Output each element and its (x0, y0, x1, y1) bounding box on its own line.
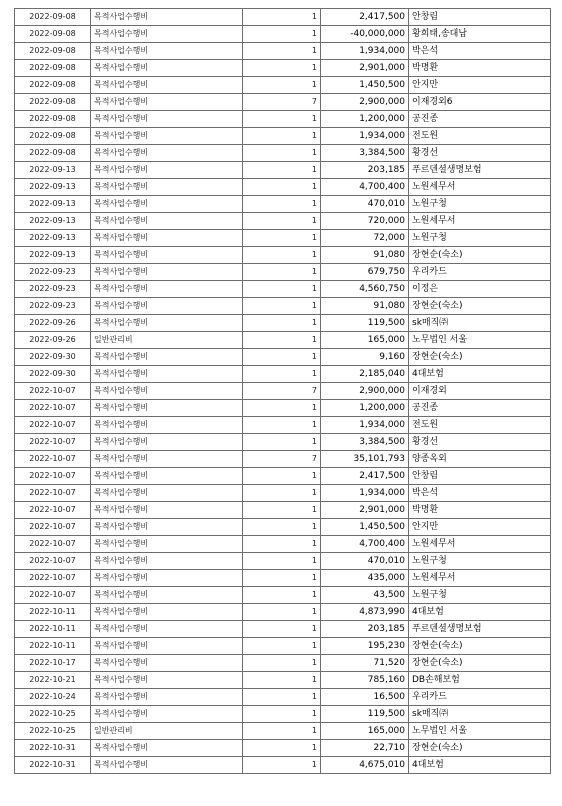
quantity-cell: 1 (243, 536, 321, 553)
amount-cell: 203,185 (321, 621, 409, 638)
quantity-cell: 1 (243, 672, 321, 689)
table-row (15, 400, 551, 417)
date-cell: 2022-09-26 (15, 332, 91, 349)
amount-cell: 91,080 (321, 298, 409, 315)
payee-cell: 노원구청 (409, 553, 551, 570)
amount-cell: 35,101,793 (321, 451, 409, 468)
date-cell: 2022-09-08 (15, 128, 91, 145)
quantity-cell: 1 (243, 689, 321, 706)
table-row (15, 655, 551, 672)
category-cell: 목적사업수행비 (91, 485, 243, 502)
category-cell: 목적사업수행비 (91, 400, 243, 417)
amount-cell: 91,080 (321, 247, 409, 264)
category-cell: 목적사업수행비 (91, 247, 243, 264)
payee-cell: 노무법인 서울 (409, 723, 551, 740)
category-cell: 목적사업수행비 (91, 179, 243, 196)
date-cell: 2022-10-07 (15, 451, 91, 468)
table-row (15, 162, 551, 179)
payee-cell: 노원세무서 (409, 213, 551, 230)
table-row (15, 145, 551, 162)
category-cell: 목적사업수행비 (91, 60, 243, 77)
payee-cell: sk매직㈜ (409, 706, 551, 723)
amount-cell: 1,450,500 (321, 519, 409, 536)
date-cell: 2022-10-25 (15, 723, 91, 740)
payee-cell: 박명환 (409, 60, 551, 77)
date-cell: 2022-09-23 (15, 264, 91, 281)
date-cell: 2022-10-07 (15, 502, 91, 519)
date-cell: 2022-10-07 (15, 570, 91, 587)
date-cell: 2022-09-08 (15, 60, 91, 77)
date-cell: 2022-10-07 (15, 485, 91, 502)
quantity-cell: 1 (243, 757, 321, 774)
table-row (15, 434, 551, 451)
amount-cell: 1,934,000 (321, 485, 409, 502)
quantity-cell: 1 (243, 587, 321, 604)
quantity-cell: 1 (243, 315, 321, 332)
table-row (15, 621, 551, 638)
table-row (15, 553, 551, 570)
table-row (15, 638, 551, 655)
quantity-cell: 1 (243, 621, 321, 638)
table-row (15, 587, 551, 604)
table-row (15, 264, 551, 281)
category-cell: 목적사업수행비 (91, 553, 243, 570)
category-cell: 목적사업수행비 (91, 706, 243, 723)
category-cell: 목적사업수행비 (91, 468, 243, 485)
date-cell: 2022-10-11 (15, 638, 91, 655)
date-cell: 2022-10-24 (15, 689, 91, 706)
table-row (15, 298, 551, 315)
date-cell: 2022-10-07 (15, 434, 91, 451)
category-cell: 목적사업수행비 (91, 587, 243, 604)
amount-cell: 2,417,500 (321, 468, 409, 485)
amount-cell: 165,000 (321, 723, 409, 740)
table-row (15, 502, 551, 519)
category-cell: 목적사업수행비 (91, 740, 243, 757)
category-cell: 목적사업수행비 (91, 26, 243, 43)
table-row (15, 111, 551, 128)
quantity-cell: 1 (243, 723, 321, 740)
category-cell: 일반관리비 (91, 723, 243, 740)
payee-cell: 안창림 (409, 468, 551, 485)
amount-cell: 2,185,040 (321, 366, 409, 383)
amount-cell: 4,700,400 (321, 179, 409, 196)
payee-cell: 장현순(숙소) (409, 740, 551, 757)
category-cell: 목적사업수행비 (91, 604, 243, 621)
category-cell: 목적사업수행비 (91, 689, 243, 706)
table-row (15, 281, 551, 298)
quantity-cell: 1 (243, 9, 321, 26)
category-cell: 목적사업수행비 (91, 519, 243, 536)
payee-cell: 전도원 (409, 128, 551, 145)
payee-cell: 우리카드 (409, 264, 551, 281)
date-cell: 2022-10-07 (15, 383, 91, 400)
date-cell: 2022-09-08 (15, 77, 91, 94)
payee-cell: 장현순(숙소) (409, 655, 551, 672)
quantity-cell: 1 (243, 298, 321, 315)
quantity-cell: 1 (243, 332, 321, 349)
amount-cell: 195,230 (321, 638, 409, 655)
amount-cell: 1,200,000 (321, 400, 409, 417)
payee-cell: 우리카드 (409, 689, 551, 706)
quantity-cell: 1 (243, 485, 321, 502)
amount-cell: 2,901,000 (321, 60, 409, 77)
payee-cell: 장현순(숙소) (409, 349, 551, 366)
payee-cell: 이재경외 (409, 383, 551, 400)
category-cell: 목적사업수행비 (91, 672, 243, 689)
date-cell: 2022-10-11 (15, 621, 91, 638)
date-cell: 2022-09-13 (15, 196, 91, 213)
amount-cell: 1,200,000 (321, 111, 409, 128)
payee-cell: 노원구청 (409, 230, 551, 247)
amount-cell: 1,934,000 (321, 43, 409, 60)
date-cell: 2022-09-13 (15, 179, 91, 196)
category-cell: 목적사업수행비 (91, 570, 243, 587)
date-cell: 2022-09-08 (15, 9, 91, 26)
payee-cell: 황희태,송대남 (409, 26, 551, 43)
quantity-cell: 1 (243, 553, 321, 570)
table-row (15, 77, 551, 94)
category-cell: 목적사업수행비 (91, 264, 243, 281)
payee-cell: 이정은 (409, 281, 551, 298)
category-cell: 목적사업수행비 (91, 349, 243, 366)
table-row (15, 60, 551, 77)
category-cell: 일반관리비 (91, 332, 243, 349)
table-row (15, 349, 551, 366)
date-cell: 2022-09-26 (15, 315, 91, 332)
payee-cell: 황경선 (409, 434, 551, 451)
date-cell: 2022-10-07 (15, 400, 91, 417)
amount-cell: 435,000 (321, 570, 409, 587)
amount-cell: 16,500 (321, 689, 409, 706)
category-cell: 목적사업수행비 (91, 128, 243, 145)
date-cell: 2022-10-07 (15, 536, 91, 553)
payee-cell: 박은석 (409, 43, 551, 60)
quantity-cell: 1 (243, 468, 321, 485)
category-cell: 목적사업수행비 (91, 77, 243, 94)
category-cell: 목적사업수행비 (91, 145, 243, 162)
category-cell: 목적사업수행비 (91, 536, 243, 553)
quantity-cell: 7 (243, 383, 321, 400)
date-cell: 2022-09-30 (15, 349, 91, 366)
quantity-cell: 1 (243, 26, 321, 43)
date-cell: 2022-09-08 (15, 145, 91, 162)
payee-cell: 푸르덴셜생명보험 (409, 162, 551, 179)
quantity-cell: 1 (243, 162, 321, 179)
table-row (15, 383, 551, 400)
category-cell: 목적사업수행비 (91, 196, 243, 213)
category-cell: 목적사업수행비 (91, 434, 243, 451)
quantity-cell: 1 (243, 706, 321, 723)
payee-cell: 공진종 (409, 400, 551, 417)
amount-cell: 4,700,400 (321, 536, 409, 553)
category-cell: 목적사업수행비 (91, 366, 243, 383)
category-cell: 목적사업수행비 (91, 111, 243, 128)
quantity-cell: 1 (243, 247, 321, 264)
date-cell: 2022-09-23 (15, 298, 91, 315)
quantity-cell: 1 (243, 77, 321, 94)
amount-cell: 3,384,500 (321, 145, 409, 162)
amount-cell: 119,500 (321, 706, 409, 723)
payee-cell: 박은석 (409, 485, 551, 502)
quantity-cell: 7 (243, 451, 321, 468)
payee-cell: 전도원 (409, 417, 551, 434)
date-cell: 2022-09-13 (15, 230, 91, 247)
amount-cell: 4,873,990 (321, 604, 409, 621)
amount-cell: 4,675,010 (321, 757, 409, 774)
date-cell: 2022-09-23 (15, 281, 91, 298)
payee-cell: 장현순(숙소) (409, 298, 551, 315)
table-row (15, 9, 551, 26)
amount-cell: 2,900,000 (321, 94, 409, 111)
quantity-cell: 1 (243, 349, 321, 366)
date-cell: 2022-09-13 (15, 213, 91, 230)
date-cell: 2022-10-07 (15, 553, 91, 570)
category-cell: 목적사업수행비 (91, 9, 243, 26)
table-row (15, 723, 551, 740)
payee-cell: 공진종 (409, 111, 551, 128)
payee-cell: 4대보험 (409, 366, 551, 383)
table-row (15, 451, 551, 468)
table-row (15, 213, 551, 230)
date-cell: 2022-10-07 (15, 519, 91, 536)
amount-cell: 165,000 (321, 332, 409, 349)
amount-cell: 71,520 (321, 655, 409, 672)
category-cell: 목적사업수행비 (91, 621, 243, 638)
table-row (15, 196, 551, 213)
category-cell: 목적사업수행비 (91, 451, 243, 468)
payee-cell: 노원구청 (409, 196, 551, 213)
category-cell: 목적사업수행비 (91, 162, 243, 179)
quantity-cell: 1 (243, 366, 321, 383)
quantity-cell: 1 (243, 128, 321, 145)
date-cell: 2022-10-17 (15, 655, 91, 672)
quantity-cell: 1 (243, 196, 321, 213)
table-row (15, 689, 551, 706)
payee-cell: 노무법인 서울 (409, 332, 551, 349)
quantity-cell: 7 (243, 94, 321, 111)
amount-cell: 203,185 (321, 162, 409, 179)
table-row (15, 468, 551, 485)
quantity-cell: 1 (243, 604, 321, 621)
table-row (15, 485, 551, 502)
date-cell: 2022-09-08 (15, 94, 91, 111)
table-row (15, 230, 551, 247)
category-cell: 목적사업수행비 (91, 638, 243, 655)
quantity-cell: 1 (243, 264, 321, 281)
amount-cell: -40,000,000 (321, 26, 409, 43)
payee-cell: DB손해보험 (409, 672, 551, 689)
amount-cell: 2,901,000 (321, 502, 409, 519)
date-cell: 2022-09-08 (15, 26, 91, 43)
table-row (15, 26, 551, 43)
quantity-cell: 1 (243, 43, 321, 60)
amount-cell: 119,500 (321, 315, 409, 332)
category-cell: 목적사업수행비 (91, 757, 243, 774)
quantity-cell: 1 (243, 519, 321, 536)
date-cell: 2022-10-07 (15, 468, 91, 485)
payee-cell: 박명환 (409, 502, 551, 519)
quantity-cell: 1 (243, 111, 321, 128)
table-row (15, 247, 551, 264)
payee-cell: 노원세무서 (409, 570, 551, 587)
payee-cell: sk매직㈜ (409, 315, 551, 332)
amount-cell: 4,560,750 (321, 281, 409, 298)
category-cell: 목적사업수행비 (91, 213, 243, 230)
table-row (15, 179, 551, 196)
table-row (15, 672, 551, 689)
payee-cell: 4대보험 (409, 757, 551, 774)
amount-cell: 470,010 (321, 553, 409, 570)
table-row (15, 94, 551, 111)
quantity-cell: 1 (243, 145, 321, 162)
amount-cell: 2,417,500 (321, 9, 409, 26)
payee-cell: 노원세무서 (409, 179, 551, 196)
date-cell: 2022-09-08 (15, 43, 91, 60)
payee-cell: 안지만 (409, 519, 551, 536)
quantity-cell: 1 (243, 434, 321, 451)
quantity-cell: 1 (243, 638, 321, 655)
payee-cell: 노원세무서 (409, 536, 551, 553)
expense-ledger-table (14, 8, 551, 774)
category-cell: 목적사업수행비 (91, 502, 243, 519)
category-cell: 목적사업수행비 (91, 315, 243, 332)
table-row (15, 366, 551, 383)
date-cell: 2022-10-31 (15, 757, 91, 774)
quantity-cell: 1 (243, 740, 321, 757)
date-cell: 2022-10-07 (15, 417, 91, 434)
quantity-cell: 1 (243, 502, 321, 519)
category-cell: 목적사업수행비 (91, 383, 243, 400)
amount-cell: 785,160 (321, 672, 409, 689)
date-cell: 2022-10-07 (15, 587, 91, 604)
amount-cell: 43,500 (321, 587, 409, 604)
table-row (15, 519, 551, 536)
table-row (15, 536, 551, 553)
table-row (15, 43, 551, 60)
date-cell: 2022-09-08 (15, 111, 91, 128)
category-cell: 목적사업수행비 (91, 94, 243, 111)
date-cell: 2022-10-25 (15, 706, 91, 723)
quantity-cell: 1 (243, 417, 321, 434)
date-cell: 2022-10-11 (15, 604, 91, 621)
payee-cell: 노원구청 (409, 587, 551, 604)
ledger-body (15, 9, 551, 774)
quantity-cell: 1 (243, 213, 321, 230)
amount-cell: 3,384,500 (321, 434, 409, 451)
category-cell: 목적사업수행비 (91, 655, 243, 672)
amount-cell: 679,750 (321, 264, 409, 281)
quantity-cell: 1 (243, 179, 321, 196)
amount-cell: 1,934,000 (321, 417, 409, 434)
amount-cell: 470,010 (321, 196, 409, 213)
category-cell: 목적사업수행비 (91, 298, 243, 315)
amount-cell: 22,710 (321, 740, 409, 757)
quantity-cell: 1 (243, 570, 321, 587)
amount-cell: 720,000 (321, 213, 409, 230)
table-row (15, 757, 551, 774)
payee-cell: 장현순(숙소) (409, 638, 551, 655)
category-cell: 목적사업수행비 (91, 417, 243, 434)
quantity-cell: 1 (243, 655, 321, 672)
payee-cell: 황경선 (409, 145, 551, 162)
amount-cell: 1,934,000 (321, 128, 409, 145)
table-row (15, 315, 551, 332)
table-row (15, 570, 551, 587)
payee-cell: 안창림 (409, 9, 551, 26)
date-cell: 2022-09-13 (15, 247, 91, 264)
quantity-cell: 1 (243, 400, 321, 417)
date-cell: 2022-09-13 (15, 162, 91, 179)
payee-cell: 안지만 (409, 77, 551, 94)
payee-cell: 양종옥외 (409, 451, 551, 468)
table-row (15, 604, 551, 621)
category-cell: 목적사업수행비 (91, 43, 243, 60)
category-cell: 목적사업수행비 (91, 281, 243, 298)
amount-cell: 2,900,000 (321, 383, 409, 400)
category-cell: 목적사업수행비 (91, 230, 243, 247)
table-row (15, 740, 551, 757)
date-cell: 2022-09-30 (15, 366, 91, 383)
table-row (15, 417, 551, 434)
quantity-cell: 1 (243, 281, 321, 298)
payee-cell: 장현순(숙소) (409, 247, 551, 264)
payee-cell: 푸르덴셜생명보험 (409, 621, 551, 638)
table-row (15, 706, 551, 723)
quantity-cell: 1 (243, 230, 321, 247)
amount-cell: 9,160 (321, 349, 409, 366)
table-row (15, 332, 551, 349)
payee-cell: 이재경외6 (409, 94, 551, 111)
amount-cell: 1,450,500 (321, 77, 409, 94)
payee-cell: 4대보험 (409, 604, 551, 621)
quantity-cell: 1 (243, 60, 321, 77)
amount-cell: 72,000 (321, 230, 409, 247)
date-cell: 2022-10-31 (15, 740, 91, 757)
date-cell: 2022-10-21 (15, 672, 91, 689)
table-row (15, 128, 551, 145)
